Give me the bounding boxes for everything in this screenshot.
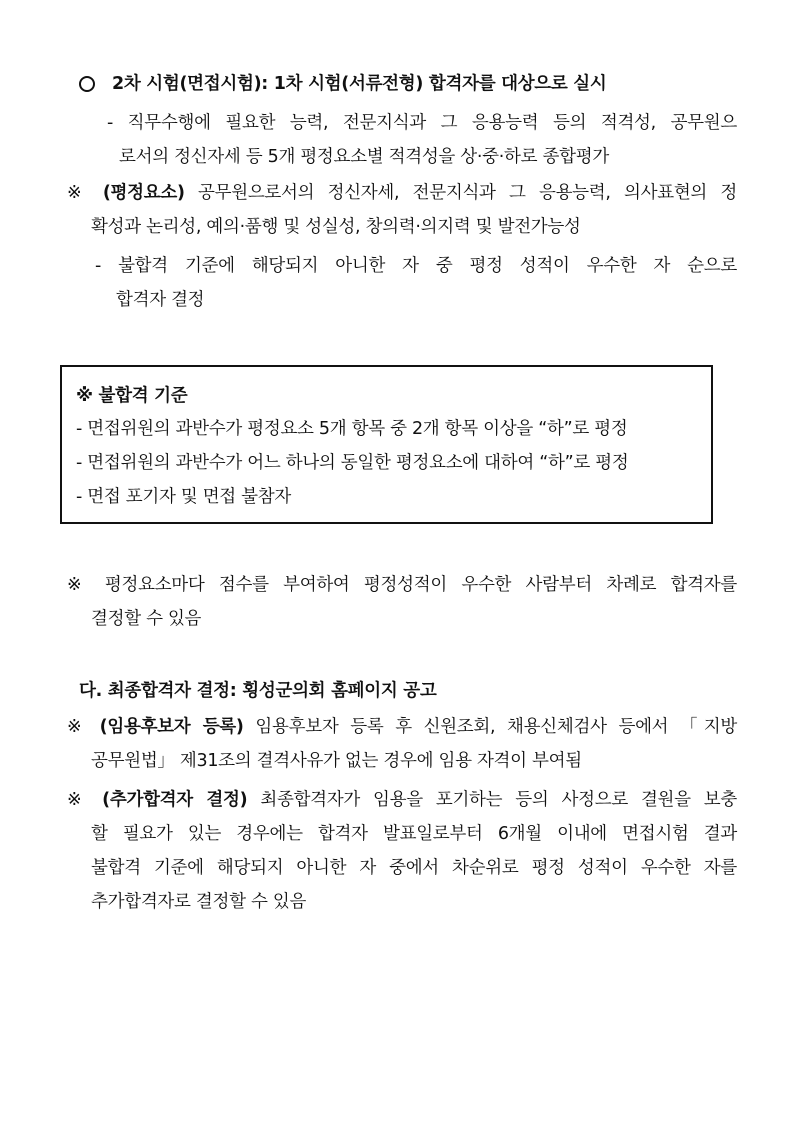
scoring-note-line1: ※ 평정요소마다 점수를 부여하여 평정성적이 우수한 사람부터 차례로 합격자를 [67, 575, 737, 595]
additional-line1 [67, 788, 737, 812]
candidate-text: 임용후보자 등록 후 신원조회, 채용신체검사 등에서 「지방 [243, 717, 737, 737]
note-mark: ※ [67, 717, 88, 737]
circle-bullet-icon [79, 76, 95, 92]
candidate-line2: 공무원법」 제31조의 결격사유가 없는 경우에 임용 자격이 부여됨 [91, 751, 582, 771]
fail-criteria-item: - 면접위원의 과반수가 평정요소 5개 항목 중 2개 항목 이상을 “하”로 평정 [76, 419, 628, 439]
evaluation-label: (평정요소) [102, 183, 185, 203]
evaluation-note-line2: 확성과 논리성, 예의·품행 및 성실성, 창의력·의지력 및 발전가능성 [91, 217, 581, 237]
interview-desc-line1: - 직무수행에 필요한 능력, 전문지식과 그 응용능력 등의 적격성, 공무원으 [107, 113, 737, 133]
final-decision-heading: 다. 최종합격자 결정: 횡성군의회 홈페이지 공고 [79, 681, 437, 701]
candidate-line1 [67, 715, 737, 739]
evaluation-text: 공무원으로서의 정신자세, 전문지식과 그 응용능력, 의사표현의 정 [184, 183, 737, 203]
interview-heading: 2차 시험(면접시험): 1차 시험(서류전형) 합격자를 대상으로 실시 [112, 74, 607, 94]
additional-label: (추가합격자 결정) [102, 790, 248, 810]
decision-line1: - 불합격 기준에 해당되지 아니한 자 중 평정 성적이 우수한 자 순으로 [95, 256, 737, 276]
fail-criteria-title: ※ 불합격 기준 [76, 386, 188, 406]
fail-criteria-item: - 면접 포기자 및 면접 불참자 [76, 487, 291, 507]
decision-line2: 합격자 결정 [116, 290, 205, 310]
evaluation-note-line1 [67, 181, 737, 205]
fail-criteria-box [60, 365, 713, 524]
scoring-note-line2: 결정할 수 있음 [91, 609, 202, 629]
additional-line4: 추가합격자로 결정할 수 있음 [91, 892, 307, 912]
candidate-label: (임용후보자 등록) [99, 717, 244, 737]
interview-desc-line2: 로서의 정신자세 등 5개 평정요소별 적격성을 상·중·하로 종합평가 [119, 147, 609, 167]
fail-criteria-item: - 면접위원의 과반수가 어느 하나의 동일한 평정요소에 대하여 “하”로 평정 [76, 453, 629, 473]
note-mark: ※ [67, 790, 90, 810]
additional-line3: 불합격 기준에 해당되지 아니한 자 중에서 차순위로 평정 성적이 우수한 자를 [91, 858, 737, 878]
additional-text: 최종합격자가 임용을 포기하는 등의 사정으로 결원을 보충 [247, 790, 737, 810]
additional-line2: 할 필요가 있는 경우에는 합격자 발표일로부터 6개월 이내에 면접시험 결과 [91, 824, 737, 844]
note-mark: ※ [67, 183, 90, 203]
